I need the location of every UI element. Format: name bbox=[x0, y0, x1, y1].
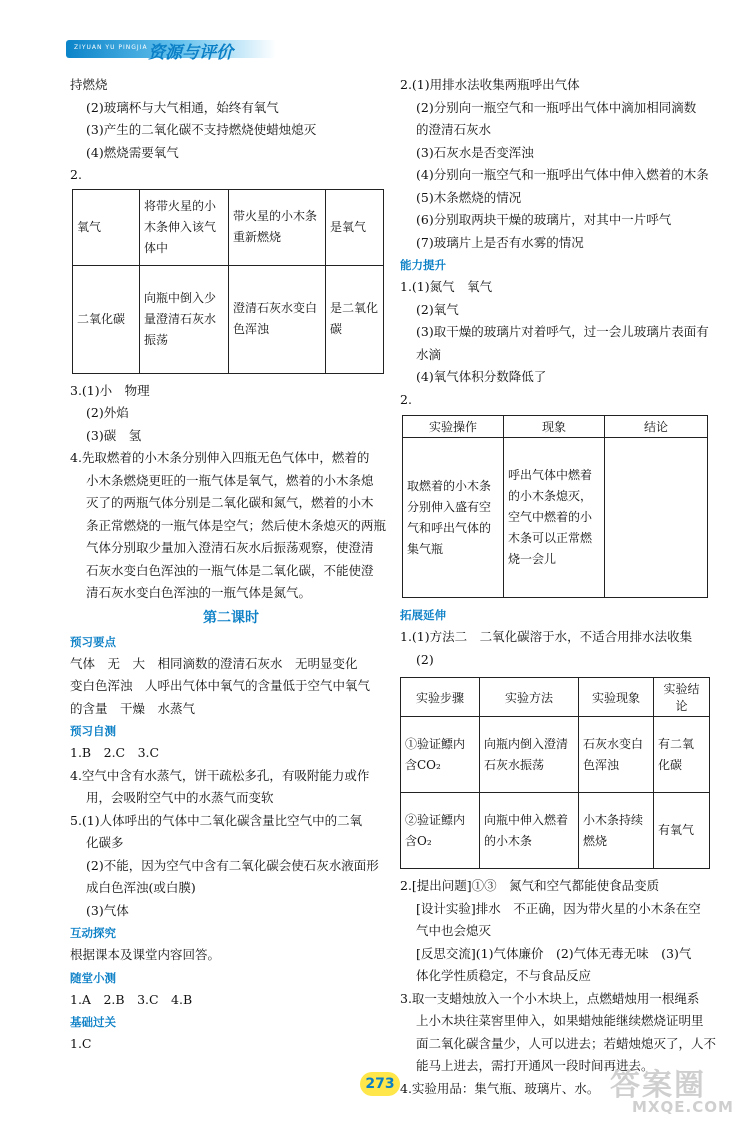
text-line: 1.(1)氮气 氧气 bbox=[400, 279, 493, 294]
table-cell: 向瓶中伸入燃着的小木条 bbox=[480, 793, 579, 869]
watermark bbox=[602, 1060, 742, 1120]
section-heading-ability: 能力提升 bbox=[400, 258, 446, 272]
watermark-url: MXQE.COM bbox=[632, 1098, 734, 1116]
text-line: [设计实验]排水 不正确，因为带火星的小木条在空 bbox=[416, 900, 701, 916]
text-line: 变白色浑浊 人呼出气体中氧气的含量低于空气中氧气 bbox=[70, 678, 371, 693]
text-line: (3)取干燥的玻璃片对着呼气，过一会儿玻璃片表面有 bbox=[416, 324, 709, 339]
text-line: 灭了的两瓶气体分别是二氧化碳和氮气，燃着的小木 bbox=[86, 495, 374, 510]
text-line: (7)玻璃片上是否有水雾的情况 bbox=[416, 234, 584, 250]
table-cell: 石灰水变白色浑浊 bbox=[579, 717, 654, 793]
text-line: 体化学性质稳定，不与食品反应 bbox=[416, 968, 592, 983]
left-column bbox=[70, 74, 392, 1056]
table-cell: 是氧气 bbox=[326, 189, 384, 265]
table-cell: 有氧气 bbox=[654, 793, 710, 869]
text-line: 4.实验用品：集气瓶、玻璃片、水。 bbox=[400, 1080, 600, 1096]
text-line: (2)分别向一瓶空气和一瓶呼出气体中滴加相同滴数 bbox=[416, 99, 697, 115]
watermark-logo-text: 答案圈 bbox=[610, 1068, 706, 1103]
section-heading-preview: 预习要点 bbox=[70, 634, 116, 649]
table-cell: 将带火星的小木条伸入该气体中 bbox=[140, 189, 229, 265]
section-heading-interact: 互动探究 bbox=[70, 926, 116, 940]
text-line: 4.先取燃着的小木条分别伸入四瓶无色气体中，燃着的 bbox=[70, 450, 370, 465]
text-line: 气体 无 大 相同滴数的澄清石灰水 无明显变化 bbox=[70, 655, 358, 671]
table-cell: 向瓶内倒入澄清石灰水振荡 bbox=[480, 717, 579, 793]
text-line: 3.(1)小 物理 bbox=[70, 382, 150, 398]
gas-identification-table bbox=[72, 189, 384, 374]
text-line: 根据课本及课堂内容回答。 bbox=[70, 947, 221, 962]
text-line: 2.[提出问题]①③ 氮气和空气都能使食品变质 bbox=[400, 878, 660, 893]
text-line: 用，会吸附空气中的水蒸气而变软 bbox=[86, 790, 274, 805]
text-line: 成白色浑浊(或白膜) bbox=[86, 880, 196, 895]
header-title: 资源与评价 bbox=[148, 43, 233, 63]
text-line: (6)分别取两块干燥的玻璃片，对其中一片呼气 bbox=[416, 212, 672, 227]
table-cell: ②验证鳔内含O₂ bbox=[401, 793, 480, 869]
text-line: [反思交流](1)气体廉价 (2)气体无毒无味 (3)气 bbox=[416, 945, 692, 961]
table-cell: 是二氧化碳 bbox=[326, 265, 384, 373]
table-header: 实验步骤 bbox=[401, 678, 480, 717]
fish-bladder-table bbox=[400, 677, 710, 869]
question-2-label: 2. bbox=[400, 391, 412, 407]
text-line: (2)氧气 bbox=[416, 301, 459, 317]
text-line: (4)氧气体积分数降低了 bbox=[416, 369, 547, 384]
text-line: 条正常燃烧的一瓶气体是空气；然后使木条熄灭的两瓶 bbox=[86, 517, 387, 533]
table-cell: 澄清石灰水变白色浑浊 bbox=[229, 265, 326, 373]
text-line: 水滴 bbox=[416, 346, 442, 362]
table-cell: ①验证鳔内含CO₂ bbox=[401, 717, 480, 793]
table-header: 实验方法 bbox=[480, 678, 579, 717]
text-line: 5.(1)人体呼出的气体中二氧化碳含量比空气中的二氧 bbox=[70, 812, 363, 828]
text-line: 石灰水变白色浑浊的一瓶气体是二氧化碳，不能使澄 bbox=[86, 562, 374, 578]
table-cell bbox=[605, 438, 708, 598]
table-header: 结论 bbox=[605, 416, 708, 438]
text-line: 气中也会熄灭 bbox=[416, 923, 492, 938]
experiment-table bbox=[402, 415, 708, 598]
table-header: 实验现象 bbox=[579, 678, 654, 717]
section-heading-basic: 基础过关 bbox=[70, 1015, 116, 1029]
text-line: (2)外焰 bbox=[86, 405, 129, 420]
text-line: (3)石灰水是否变浑浊 bbox=[416, 144, 534, 160]
text-line: (2)不能，因为空气中含有二氧化碳会使石灰水液面形 bbox=[86, 857, 379, 873]
section-heading-quiz: 随堂小测 bbox=[70, 970, 116, 985]
table-cell: 向瓶中倒入少量澄清石灰水振荡 bbox=[140, 265, 229, 373]
table-header: 现象 bbox=[504, 416, 605, 438]
text-line: 1.B 2.C 3.C bbox=[70, 745, 160, 760]
table-cell: 二氧化碳 bbox=[73, 265, 140, 373]
text-line: 的澄清石灰水 bbox=[416, 122, 492, 137]
text-line: 1.(1)方法二 二氧化碳溶于水，不适合用排水法收集 bbox=[400, 629, 693, 644]
chapter-title: 第二课时 bbox=[203, 609, 259, 626]
text-line: 4.空气中含有水蒸气，饼干疏松多孔，有吸附能力或作 bbox=[70, 767, 370, 783]
table-header: 实验操作 bbox=[403, 416, 504, 438]
text-line: (4)分别向一瓶空气和一瓶呼出气体中伸入燃着的木条 bbox=[416, 167, 709, 182]
page-header bbox=[66, 36, 366, 62]
text-line: 小木条燃烧更旺的一瓶气体是氧气，燃着的小木条熄 bbox=[86, 472, 374, 488]
text-line: (3)气体 bbox=[86, 902, 129, 918]
text-line: 3.取一支蜡烛放入一个小木块上，点燃蜡烛用一根绳系 bbox=[400, 990, 700, 1006]
header-pinyin: ZIYUAN YU PINGJIA bbox=[74, 44, 148, 51]
right-column bbox=[400, 74, 717, 1100]
text-line: 1.A 2.B 3.C 4.B bbox=[70, 991, 193, 1007]
text-line: 持燃烧 bbox=[70, 77, 108, 92]
table-cell: 氧气 bbox=[73, 189, 140, 265]
text-line: (3)碳 氢 bbox=[86, 427, 142, 443]
text-line: (2) bbox=[416, 651, 434, 667]
text-line: 的含量 干燥 水蒸气 bbox=[70, 700, 196, 716]
section-heading-selftest: 预习自测 bbox=[70, 724, 116, 738]
text-line: (3)产生的二氧化碳不支持燃烧使蜡烛熄灭 bbox=[86, 122, 317, 137]
text-line: 气体分别取少量加入澄清石灰水后振荡观察，使澄清 bbox=[86, 540, 374, 555]
text-line: 清石灰水变白色浑浊的一瓶气体是氮气。 bbox=[86, 585, 312, 600]
text-line: (2)玻璃杯与大气相通，始终有氧气 bbox=[86, 99, 279, 115]
table-cell: 小木条持续燃烧 bbox=[579, 793, 654, 869]
text-line: 化碳多 bbox=[86, 835, 124, 850]
text-line: 上小木块往菜窖里伸入，如果蜡烛能继续燃烧证明里 bbox=[416, 1013, 704, 1028]
page-number: 273 bbox=[360, 1072, 400, 1096]
text-line: (4)燃烧需要氧气 bbox=[86, 144, 179, 160]
table-cell: 有二氧化碳 bbox=[654, 717, 710, 793]
question-2-label: 2. bbox=[70, 167, 82, 182]
section-heading-extend: 拓展延伸 bbox=[400, 608, 446, 622]
table-cell: 取燃着的小木条分别伸入盛有空气和呼出气体的集气瓶 bbox=[403, 438, 504, 598]
text-line: 能马上进去，需打开通风一段时间再进去。 bbox=[416, 1058, 654, 1073]
table-cell: 带火星的小木条重新燃烧 bbox=[229, 189, 326, 265]
text-line: (5)木条燃烧的情况 bbox=[416, 189, 522, 205]
text-line: 面二氧化碳含量少，人可以进去；若蜡烛熄灭了，人不 bbox=[416, 1035, 717, 1051]
text-line: 2.(1)用排水法收集两瓶呼出气体 bbox=[400, 77, 580, 92]
table-header: 实验结论 bbox=[654, 678, 710, 717]
text-line: 1.C bbox=[70, 1036, 92, 1051]
table-cell: 呼出气体中燃着的小木条熄灭，空气中燃着的小木条可以正常燃烧一会儿 bbox=[504, 438, 605, 598]
